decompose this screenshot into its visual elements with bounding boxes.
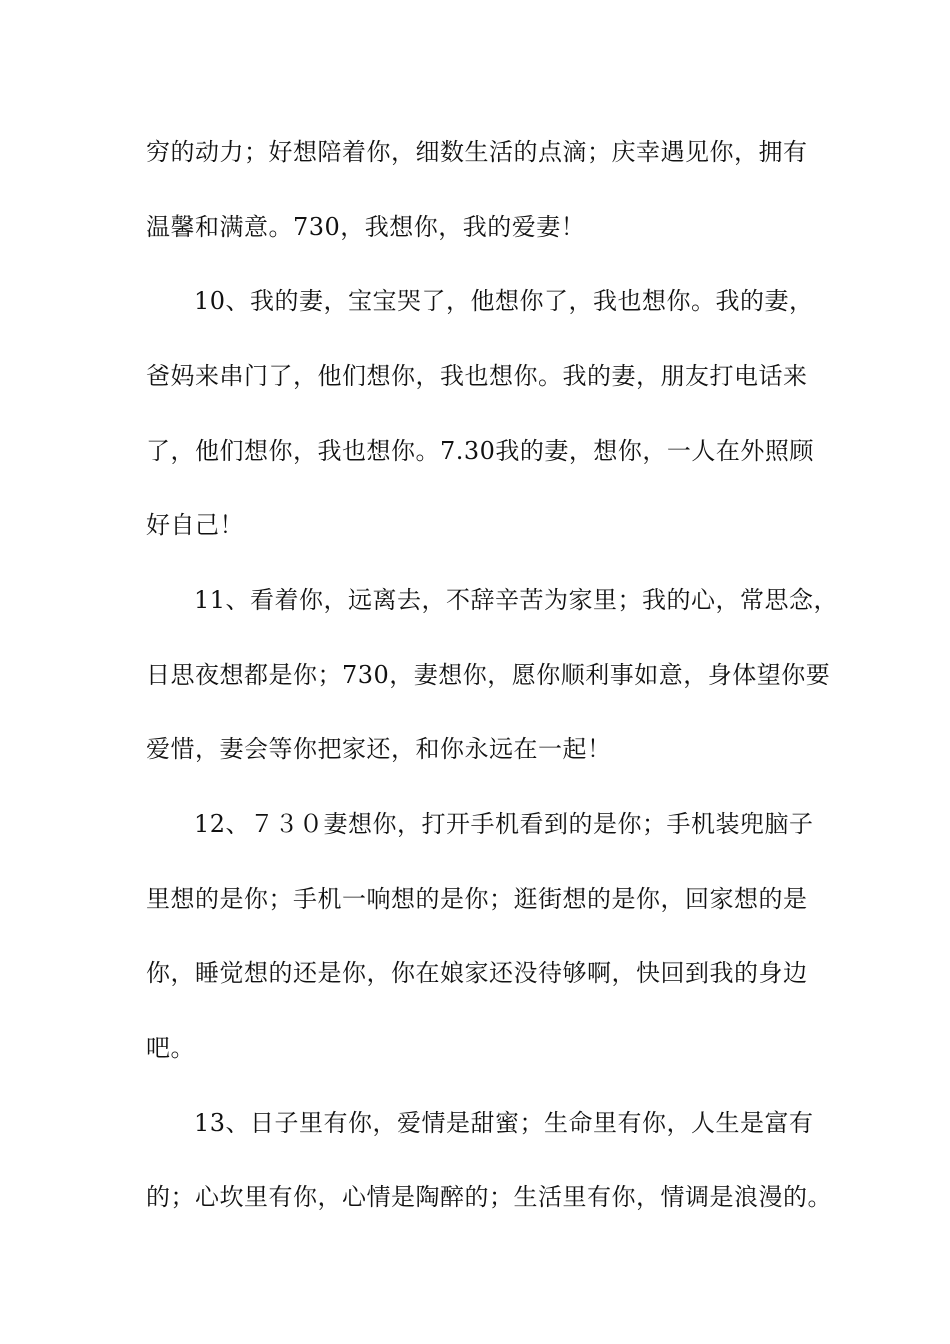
text-line: 里想的是你；手机一响想的是你；逛街想的是你，回家想的是: [146, 885, 808, 913]
text-line: 温馨和满意。730，我想你，我的爱妻！: [146, 213, 586, 241]
text-line: 穷的动力；好想陪着你，细数生活的点滴；庆幸遇见你，拥有: [146, 138, 808, 166]
text-line: 好自己！: [146, 511, 244, 539]
text-line: 日思夜想都是你；730，妻想你，愿你顺利事如意，身体望你要: [146, 661, 831, 689]
paragraph-10-start: 10、我的妻，宝宝哭了，他想你了，我也想你。我的妻，: [194, 287, 814, 315]
text-line: 的；心坎里有你，心情是陶醉的；生活里有你，情调是浪漫的。: [146, 1183, 832, 1211]
text-line: 爸妈来串门了，他们想你，我也想你。我的妻，朋友打电话来: [146, 362, 808, 390]
text-line: 你，睡觉想的还是你，你在娘家还没待够啊，快回到我的身边: [146, 959, 808, 987]
paragraph-13-start: 13、日子里有你，爱情是甜蜜；生命里有你，人生是富有: [194, 1109, 814, 1137]
text-line: 吧。: [146, 1034, 195, 1062]
text-line: 了，他们想你，我也想你。7.30我的妻，想你，一人在外照顾: [146, 437, 814, 465]
paragraph-12-start: 12、７３０妻想你，打开手机看到的是你；手机装兜脑子: [194, 810, 814, 838]
text-line: 爱惜，妻会等你把家还，和你永远在一起！: [146, 735, 612, 763]
paragraph-11-start: 11、看着你，远离去，不辞辛苦为家里；我的心，常思念，: [194, 586, 839, 614]
